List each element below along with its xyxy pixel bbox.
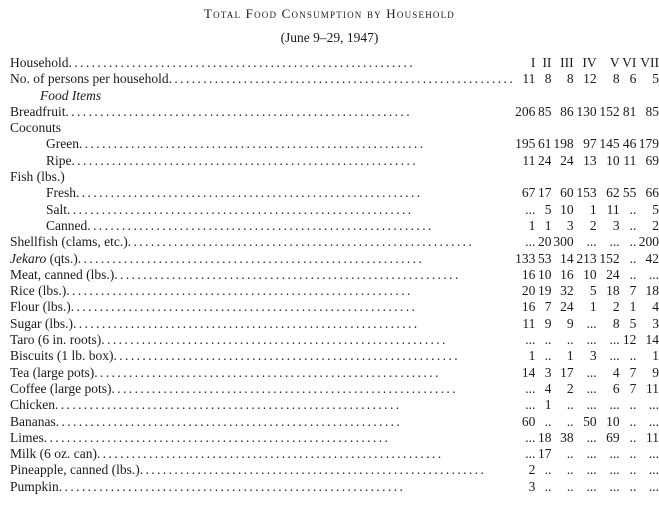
row-label [10, 381, 515, 397]
row-label [10, 202, 515, 218]
cell-value: 2 [566, 380, 574, 396]
cell-value: 300 [553, 234, 574, 250]
cell-value: 9 [566, 315, 574, 331]
cell-value: 179 [638, 136, 659, 152]
table-row [10, 104, 659, 120]
cell-value: 3 [652, 315, 659, 331]
cell-value: 18 [606, 283, 620, 299]
cell-value: .. [629, 201, 637, 217]
cell-value: 7 [629, 364, 637, 380]
cell-value: .. [629, 217, 637, 233]
cell-value: ... [586, 397, 597, 413]
table-row [10, 365, 659, 381]
cell-value: 2 [652, 217, 659, 233]
row-label [10, 365, 515, 381]
dot-leader: ............................................................ [168, 71, 516, 87]
row-label [10, 153, 515, 169]
row-label-text: Breadfruit [10, 103, 66, 119]
cell-value: 32 [560, 283, 574, 299]
cell-value: VII [640, 55, 659, 70]
row-label-text: Limes [10, 429, 44, 445]
cell-value: 5 [629, 315, 637, 331]
row-label-text: Ripe [46, 152, 72, 168]
cell-value: 12 [622, 332, 637, 348]
cell-value: 20 [537, 234, 552, 250]
cell-value [574, 88, 597, 104]
cell-value [597, 120, 620, 136]
cell-value: 198 [553, 136, 574, 152]
cell-value: ... [586, 478, 597, 494]
table-row [10, 251, 659, 267]
table-row [10, 397, 659, 413]
cell-value: 10 [537, 266, 552, 282]
table-row [10, 136, 659, 152]
cell-value: 42 [645, 250, 659, 266]
cell-value: 53 [537, 250, 552, 266]
cell-value: 85 [537, 103, 552, 119]
cell-value: ... [648, 478, 659, 494]
cell-value: .. [629, 446, 637, 462]
cell-value: ... [525, 446, 536, 462]
dot-leader: ............................................................ [77, 250, 425, 266]
cell-value [620, 88, 637, 104]
row-label [10, 136, 515, 152]
table-row [10, 120, 659, 136]
cell-value: .. [566, 397, 574, 413]
row-label-text: Bananas [10, 413, 56, 429]
table-row [10, 153, 659, 169]
cell-value: ... [586, 380, 597, 396]
cell-value: 2 [589, 217, 597, 233]
dot-leader: ............................................................ [101, 332, 448, 348]
cell-value [636, 88, 659, 104]
cell-value: 133 [515, 250, 536, 266]
row-label-text: Coconuts [10, 120, 62, 136]
dot-leader: ............................................................ [139, 462, 487, 478]
row-label-text: Rice (lbs.) [10, 283, 67, 299]
row-label [10, 316, 515, 332]
dot-leader: ............................................................ [111, 380, 458, 396]
cell-value: ... [586, 429, 597, 445]
cell-value: .. [629, 266, 637, 282]
cell-value: 24 [606, 266, 620, 282]
cell-value [515, 169, 535, 185]
cell-value: .. [544, 348, 552, 364]
dot-leader: ............................................................ [87, 217, 434, 233]
cell-value: 152 [599, 103, 620, 119]
row-label-text: Chicken [10, 397, 55, 413]
cell-value: ... [525, 201, 536, 217]
cell-value: .. [544, 413, 552, 429]
cell-value: ... [586, 234, 597, 250]
cell-value: 18 [537, 429, 552, 445]
row-label [10, 430, 515, 446]
row-label-text: Food Items [40, 87, 102, 103]
row-label-text: Flour (lbs.) [10, 299, 71, 315]
cell-value: 145 [599, 136, 620, 152]
row-label-text: Canned [46, 217, 88, 233]
table-title: Total Food Consumption by Household [203, 6, 455, 21]
cell-value: 3 [612, 217, 620, 233]
cell-value: 5 [589, 283, 597, 299]
row-label [10, 88, 515, 104]
row-label-text: Meat, canned (lbs.) [10, 266, 115, 282]
cell-value: 11 [522, 152, 536, 168]
row-label [10, 169, 515, 185]
cell-value [636, 120, 659, 136]
cell-value: 86 [560, 103, 574, 119]
cell-value: 1 [544, 217, 552, 233]
cell-value: 67 [521, 185, 536, 201]
cell-value: 19 [537, 283, 552, 299]
row-label [10, 332, 515, 348]
cell-value: 10 [606, 413, 620, 429]
cell-value: 4 [652, 299, 659, 315]
cell-value: 1 [589, 299, 597, 315]
cell-value: ... [586, 446, 597, 462]
table-row [10, 462, 659, 478]
cell-value: 4 [544, 380, 552, 396]
row-label [10, 251, 515, 267]
cell-value: ... [609, 462, 620, 478]
cell-value: 16 [560, 266, 574, 282]
cell-value: 153 [576, 185, 597, 201]
cell-value: 11 [606, 201, 620, 217]
consumption-table [10, 55, 659, 495]
table-row [10, 414, 659, 430]
row-label-text: Fresh [46, 185, 76, 201]
row-label [10, 462, 515, 478]
cell-value: .. [629, 250, 637, 266]
cell-value: VI [622, 55, 637, 70]
cell-value: 60 [560, 185, 574, 201]
cell-value: 61 [537, 136, 552, 152]
cell-value: 11 [646, 380, 659, 396]
row-label [10, 71, 515, 87]
cell-value: 55 [622, 185, 637, 201]
row-label-text: No. of persons per household [10, 71, 169, 87]
cell-value: 81 [622, 103, 637, 119]
cell-value: ... [609, 397, 620, 413]
cell-value: 24 [560, 299, 574, 315]
table-row [10, 202, 659, 218]
cell-value: 69 [645, 152, 659, 168]
dot-leader: ............................................................ [67, 201, 414, 217]
dot-leader: ............................................................ [71, 152, 418, 168]
table-row [10, 299, 659, 315]
row-label [10, 283, 515, 299]
dot-leader: ............................................................ [127, 234, 475, 250]
row-label-text: Taro (6 in. roots) [10, 332, 102, 348]
row-label-text: Green [46, 136, 79, 152]
row-label-text: Shellfish (clams, etc.) [10, 234, 128, 250]
row-label-text: Pineapple, canned (lbs.) [10, 462, 140, 478]
row-label-text: Coffee (large pots) [10, 380, 112, 396]
dot-leader: ............................................................ [96, 446, 444, 462]
cell-value: 69 [606, 429, 620, 445]
cell-value: 60 [521, 413, 536, 429]
cell-value: 1 [589, 201, 597, 217]
cell-value: 4 [612, 364, 620, 380]
dot-leader: ............................................................ [78, 136, 426, 152]
cell-value: ... [648, 446, 659, 462]
cell-value: 152 [599, 250, 620, 266]
dot-leader: ............................................................ [94, 364, 441, 380]
cell-value: .. [629, 348, 637, 364]
row-label [10, 479, 515, 495]
cell-value: 10 [560, 201, 574, 217]
row-label-text: Pumpkin [10, 478, 59, 494]
cell-value: .. [629, 413, 637, 429]
cell-value: 1 [652, 348, 659, 364]
cell-value: ... [609, 446, 620, 462]
row-label-text: Sugar (lbs.) [10, 315, 73, 331]
cell-value: V [609, 55, 620, 70]
table-row [10, 430, 659, 446]
row-label [10, 120, 515, 136]
row-label-text: Household [10, 55, 69, 70]
cell-value: .. [544, 332, 552, 348]
cell-value: .. [629, 429, 637, 445]
cell-value: ... [648, 462, 659, 478]
table-row [10, 479, 659, 495]
cell-value: 5 [652, 201, 659, 217]
cell-value: .. [629, 462, 637, 478]
row-label [10, 267, 515, 283]
cell-value: 8 [566, 71, 574, 87]
table-subtitle: (June 9–29, 1947) [280, 30, 379, 45]
cell-value: 213 [576, 250, 597, 266]
cell-value: 8 [612, 315, 620, 331]
table-row [10, 234, 659, 250]
dot-leader: ............................................................ [66, 283, 413, 299]
dot-leader: ............................................................ [55, 413, 403, 429]
cell-value [515, 120, 535, 136]
cell-value: 1 [528, 348, 536, 364]
cell-value: 1 [544, 397, 552, 413]
cell-value: 9 [652, 364, 659, 380]
cell-value: ... [609, 478, 620, 494]
table-row [10, 446, 659, 462]
cell-value: ... [525, 397, 536, 413]
cell-value: 5 [652, 71, 659, 87]
cell-value: 8 [612, 71, 620, 87]
cell-value: 16 [521, 266, 536, 282]
row-label [10, 397, 515, 413]
table-row [10, 348, 659, 364]
cell-value: 195 [515, 136, 536, 152]
cell-value: ... [609, 332, 620, 348]
cell-value: 20 [521, 283, 536, 299]
table-row [10, 316, 659, 332]
table-row [10, 55, 659, 71]
cell-value: 66 [645, 185, 659, 201]
cell-value: 1 [566, 348, 574, 364]
cell-value: 38 [560, 429, 574, 445]
row-label [10, 104, 515, 120]
table-row [10, 332, 659, 348]
cell-value: ... [648, 397, 659, 413]
table-row [10, 381, 659, 397]
cell-value: .. [566, 332, 574, 348]
row-label [10, 185, 515, 201]
cell-value [597, 169, 620, 185]
dot-leader: ............................................................ [68, 55, 415, 70]
table-row [10, 267, 659, 283]
cell-value: 7 [544, 299, 552, 315]
cell-value [551, 88, 573, 104]
cell-value: .. [629, 478, 637, 494]
cell-value: I [530, 55, 536, 70]
cell-value [551, 169, 573, 185]
cell-value: 200 [638, 234, 659, 250]
row-label [10, 234, 515, 250]
cell-value: 6 [629, 71, 637, 87]
cell-value: 3 [566, 217, 574, 233]
cell-value: 62 [606, 185, 620, 201]
row-label [10, 299, 515, 315]
cell-value: 50 [583, 413, 597, 429]
cell-value: 2 [612, 299, 620, 315]
cell-value: 17 [537, 446, 552, 462]
cell-value: 17 [537, 185, 552, 201]
cell-value: 3 [528, 478, 536, 494]
cell-value [574, 120, 597, 136]
cell-value: 14 [645, 332, 659, 348]
cell-value: 7 [629, 380, 637, 396]
cell-value: ... [609, 348, 620, 364]
table-row [10, 218, 659, 234]
cell-value: .. [544, 462, 552, 478]
table-row [10, 71, 659, 87]
cell-value: IV [582, 55, 597, 70]
cell-value [535, 88, 551, 104]
cell-value: 2 [528, 462, 536, 478]
row-label-text: Tea (large pots) [10, 364, 95, 380]
table-row [10, 88, 659, 104]
cell-value: .. [629, 234, 637, 250]
cell-value: 14 [560, 250, 574, 266]
dot-leader: ............................................................ [73, 315, 420, 331]
row-label-text: Jekaro (qts.) [10, 250, 78, 266]
row-label-text: Fish (lbs.) [10, 169, 65, 185]
row-label [10, 55, 515, 71]
cell-value: 10 [583, 266, 597, 282]
cell-value: 5 [544, 201, 552, 217]
dot-leader: ............................................................ [76, 185, 423, 201]
cell-value: 16 [521, 299, 536, 315]
cell-value [551, 120, 573, 136]
cell-value: 24 [560, 152, 574, 168]
cell-value: ... [525, 234, 536, 250]
row-label-text: Milk (6 oz. can) [10, 446, 97, 462]
cell-value [620, 169, 637, 185]
cell-value: .. [566, 478, 574, 494]
cell-value: 6 [612, 380, 620, 396]
cell-value [535, 120, 551, 136]
cell-value: .. [566, 462, 574, 478]
cell-value: ... [525, 429, 536, 445]
cell-value: .. [566, 413, 574, 429]
cell-value [574, 169, 597, 185]
dot-leader: ............................................................ [58, 478, 406, 494]
cell-value: 1 [629, 299, 637, 315]
cell-value: II [542, 55, 552, 70]
cell-value: 9 [544, 315, 552, 331]
cell-value: ... [609, 234, 620, 250]
cell-value: 11 [623, 152, 637, 168]
cell-value: ... [586, 332, 597, 348]
cell-value: 46 [622, 136, 637, 152]
cell-value [620, 120, 637, 136]
row-label-text: Biscuits (1 lb. box) [10, 348, 114, 364]
cell-value: 3 [589, 348, 597, 364]
cell-value: 11 [522, 71, 536, 87]
cell-value: 18 [645, 283, 659, 299]
cell-value: 11 [646, 429, 659, 445]
cell-value [515, 88, 535, 104]
cell-value: 24 [537, 152, 552, 168]
cell-value [535, 169, 551, 185]
cell-value: ... [586, 364, 597, 380]
cell-value: ... [586, 462, 597, 478]
cell-value: 7 [629, 283, 637, 299]
cell-value: ... [648, 413, 659, 429]
cell-value: 85 [645, 103, 659, 119]
table-row [10, 169, 659, 185]
table-row [10, 283, 659, 299]
cell-value: .. [629, 397, 637, 413]
cell-value: ... [648, 266, 659, 282]
cell-value: 206 [515, 103, 536, 119]
row-label-text: Salt [46, 201, 68, 217]
row-label [10, 414, 515, 430]
cell-value: ... [586, 315, 597, 331]
cell-value: 1 [528, 217, 536, 233]
cell-value: .. [566, 446, 574, 462]
cell-value: ... [525, 380, 536, 396]
cell-value: 130 [576, 103, 597, 119]
cell-value: .. [544, 478, 552, 494]
cell-value: 14 [521, 364, 536, 380]
cell-value: 3 [544, 364, 552, 380]
cell-value: 17 [560, 364, 574, 380]
cell-value [597, 88, 620, 104]
cell-value: 13 [583, 152, 597, 168]
cell-value: 8 [544, 71, 552, 87]
dot-leader: ............................................................ [65, 103, 412, 119]
cell-value: 11 [522, 315, 536, 331]
dot-leader: ............................................................ [55, 397, 402, 413]
dot-leader: ............................................................ [113, 348, 460, 364]
cell-value: 10 [606, 152, 620, 168]
cell-value: 97 [583, 136, 597, 152]
row-label [10, 218, 515, 234]
cell-value: III [560, 55, 574, 70]
dot-leader: ............................................................ [70, 299, 418, 315]
cell-value: ... [525, 332, 536, 348]
table-row [10, 185, 659, 201]
cell-value: 12 [583, 71, 597, 87]
row-label [10, 446, 515, 462]
row-label [10, 348, 515, 364]
cell-value [636, 169, 659, 185]
dot-leader: ............................................................ [43, 429, 391, 445]
dot-leader: ............................................................ [114, 266, 461, 282]
